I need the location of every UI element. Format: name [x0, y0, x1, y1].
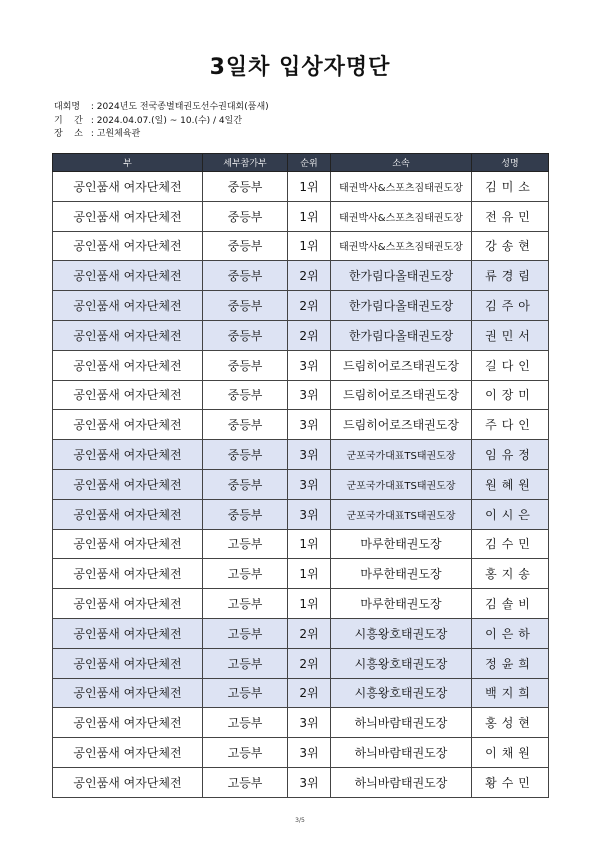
cell-event: 공인품새 여자단체전 — [53, 618, 203, 648]
meta-value: 2024년도 전국종별태권도선수권대회(품새) — [96, 102, 269, 112]
cell-rank: 1위 — [288, 559, 331, 589]
cell-rank: 3위 — [288, 380, 331, 410]
meta-sep: : — [88, 115, 97, 126]
cell-rank: 2위 — [288, 618, 331, 648]
cell-division: 중등부 — [203, 231, 288, 261]
cell-club: 하늬바람태권도장 — [331, 708, 472, 738]
cell-name: 김수민 — [472, 529, 549, 559]
page-number: 3/5 — [295, 817, 305, 824]
cell-name: 주다인 — [472, 410, 549, 440]
meta-label: 대회명 — [54, 102, 81, 112]
table-row — [53, 380, 549, 410]
cell-name: 류경림 — [472, 261, 549, 291]
cell-division: 고등부 — [203, 559, 288, 589]
cell-club: 시흥왕호태권도장 — [331, 678, 472, 708]
cell-name: 김주아 — [472, 291, 549, 321]
cell-club: 한가림다올태권도장 — [331, 320, 472, 350]
table-row — [53, 529, 549, 559]
cell-name: 이시은 — [472, 499, 549, 529]
cell-event: 공인품새 여자단체전 — [53, 499, 203, 529]
cell-name: 이은하 — [472, 618, 549, 648]
cell-division: 중등부 — [203, 440, 288, 470]
cell-event: 공인품새 여자단체전 — [53, 350, 203, 380]
cell-division: 고등부 — [203, 529, 288, 559]
cell-event: 공인품새 여자단체전 — [53, 380, 203, 410]
cell-event: 공인품새 여자단체전 — [53, 559, 203, 589]
cell-name: 김미소 — [472, 172, 549, 202]
cell-division: 중등부 — [203, 201, 288, 231]
cell-club: 드림히어로즈태권도장 — [331, 410, 472, 440]
table-row — [53, 738, 549, 768]
cell-club: 드림히어로즈태권도장 — [331, 380, 472, 410]
table-header-row — [53, 154, 549, 172]
cell-division: 중등부 — [203, 350, 288, 380]
table-row — [53, 320, 549, 350]
header-name: 성명 — [472, 154, 549, 172]
table-row — [53, 440, 549, 470]
cell-club: 태권박사&스포츠짐태권도장 — [331, 172, 472, 202]
table-row — [53, 231, 549, 261]
cell-rank: 2위 — [288, 261, 331, 291]
cell-name: 정윤희 — [472, 648, 549, 678]
meta-value: 고원체육관 — [96, 129, 141, 139]
cell-division: 중등부 — [203, 291, 288, 321]
cell-club: 마루한태권도장 — [331, 559, 472, 589]
event-info — [54, 101, 269, 142]
cell-event: 공인품새 여자단체전 — [53, 320, 203, 350]
meta-row-event — [54, 101, 269, 115]
table-row — [53, 559, 549, 589]
table-row — [53, 469, 549, 499]
cell-rank: 3위 — [288, 350, 331, 380]
cell-club: 한가림다올태권도장 — [331, 261, 472, 291]
cell-rank: 2위 — [288, 678, 331, 708]
cell-name: 원혜원 — [472, 469, 549, 499]
cell-event: 공인품새 여자단체전 — [53, 261, 203, 291]
cell-division: 고등부 — [203, 767, 288, 797]
meta-sep: : — [88, 129, 97, 139]
cell-division: 고등부 — [203, 708, 288, 738]
header-rank: 순위 — [288, 154, 331, 172]
cell-club: 태권박사&스포츠짐태권도장 — [331, 201, 472, 231]
cell-rank: 3위 — [288, 499, 331, 529]
cell-division: 고등부 — [203, 678, 288, 708]
table-row — [53, 201, 549, 231]
cell-club: 군포국가대표TS태권도장 — [331, 469, 472, 499]
cell-rank: 2위 — [288, 320, 331, 350]
cell-event: 공인품새 여자단체전 — [53, 469, 203, 499]
cell-club: 군포국가대표TS태권도장 — [331, 440, 472, 470]
meta-sep: : — [88, 102, 97, 112]
cell-club: 시흥왕호태권도장 — [331, 648, 472, 678]
cell-event: 공인품새 여자단체전 — [53, 678, 203, 708]
table-row — [53, 410, 549, 440]
table-row — [53, 350, 549, 380]
header-division: 세부참가부 — [203, 154, 288, 172]
cell-name: 김솔비 — [472, 589, 549, 619]
header-club: 소속 — [331, 154, 472, 172]
cell-event: 공인품새 여자단체전 — [53, 231, 203, 261]
cell-rank: 3위 — [288, 410, 331, 440]
cell-club: 태권박사&스포츠짐태권도장 — [331, 231, 472, 261]
cell-division: 중등부 — [203, 380, 288, 410]
cell-division: 중등부 — [203, 320, 288, 350]
cell-division: 고등부 — [203, 648, 288, 678]
cell-rank: 3위 — [288, 440, 331, 470]
cell-name: 백지희 — [472, 678, 549, 708]
cell-rank: 1위 — [288, 529, 331, 559]
meta-label: 기 간 — [54, 115, 83, 126]
cell-event: 공인품새 여자단체전 — [53, 648, 203, 678]
cell-club: 시흥왕호태권도장 — [331, 618, 472, 648]
table-row — [53, 589, 549, 619]
table-row — [53, 648, 549, 678]
cell-name: 홍지송 — [472, 559, 549, 589]
cell-name: 황수민 — [472, 767, 549, 797]
cell-rank: 3위 — [288, 738, 331, 768]
cell-name: 이장미 — [472, 380, 549, 410]
cell-name: 이채원 — [472, 738, 549, 768]
cell-rank: 3위 — [288, 767, 331, 797]
table-row — [53, 767, 549, 797]
cell-division: 고등부 — [203, 589, 288, 619]
results-table — [52, 153, 549, 798]
cell-club: 하늬바람태권도장 — [331, 738, 472, 768]
table-row — [53, 499, 549, 529]
header-event: 부 — [53, 154, 203, 172]
table-row — [53, 708, 549, 738]
cell-event: 공인품새 여자단체전 — [53, 410, 203, 440]
cell-name: 강송현 — [472, 231, 549, 261]
cell-event: 공인품새 여자단체전 — [53, 708, 203, 738]
page-title: 3일차 입상자명단 — [209, 55, 391, 80]
cell-name: 전유민 — [472, 201, 549, 231]
cell-club: 드림히어로즈태권도장 — [331, 350, 472, 380]
cell-rank: 3위 — [288, 469, 331, 499]
cell-club: 마루한태권도장 — [331, 529, 472, 559]
table-row — [53, 261, 549, 291]
cell-event: 공인품새 여자단체전 — [53, 589, 203, 619]
cell-rank: 3위 — [288, 708, 331, 738]
cell-event: 공인품새 여자단체전 — [53, 291, 203, 321]
cell-club: 마루한태권도장 — [331, 589, 472, 619]
cell-division: 중등부 — [203, 172, 288, 202]
cell-event: 공인품새 여자단체전 — [53, 172, 203, 202]
cell-event: 공인품새 여자단체전 — [53, 767, 203, 797]
meta-value: 2024.04.07.(일) ~ 10.(수) / 4일간 — [96, 115, 243, 126]
cell-club: 하늬바람태권도장 — [331, 767, 472, 797]
cell-name: 권민서 — [472, 320, 549, 350]
meta-row-period — [54, 115, 269, 129]
cell-event: 공인품새 여자단체전 — [53, 201, 203, 231]
cell-division: 고등부 — [203, 738, 288, 768]
table-row — [53, 172, 549, 202]
cell-name: 임유정 — [472, 440, 549, 470]
cell-rank: 1위 — [288, 231, 331, 261]
meta-row-venue — [54, 128, 269, 142]
cell-division: 중등부 — [203, 499, 288, 529]
cell-division: 고등부 — [203, 618, 288, 648]
cell-name: 홍성현 — [472, 708, 549, 738]
table-row — [53, 678, 549, 708]
cell-rank: 2위 — [288, 648, 331, 678]
cell-rank: 1위 — [288, 172, 331, 202]
table-row — [53, 618, 549, 648]
cell-rank: 1위 — [288, 201, 331, 231]
cell-event: 공인품새 여자단체전 — [53, 738, 203, 768]
meta-label: 장 소 — [54, 129, 83, 139]
cell-name: 길다인 — [472, 350, 549, 380]
cell-event: 공인품새 여자단체전 — [53, 440, 203, 470]
cell-division: 중등부 — [203, 469, 288, 499]
cell-club: 한가림다올태권도장 — [331, 291, 472, 321]
cell-event: 공인품새 여자단체전 — [53, 529, 203, 559]
cell-club: 군포국가대표TS태권도장 — [331, 499, 472, 529]
cell-rank: 2위 — [288, 291, 331, 321]
cell-division: 중등부 — [203, 410, 288, 440]
cell-division: 중등부 — [203, 261, 288, 291]
cell-rank: 1위 — [288, 589, 331, 619]
table-row — [53, 291, 549, 321]
